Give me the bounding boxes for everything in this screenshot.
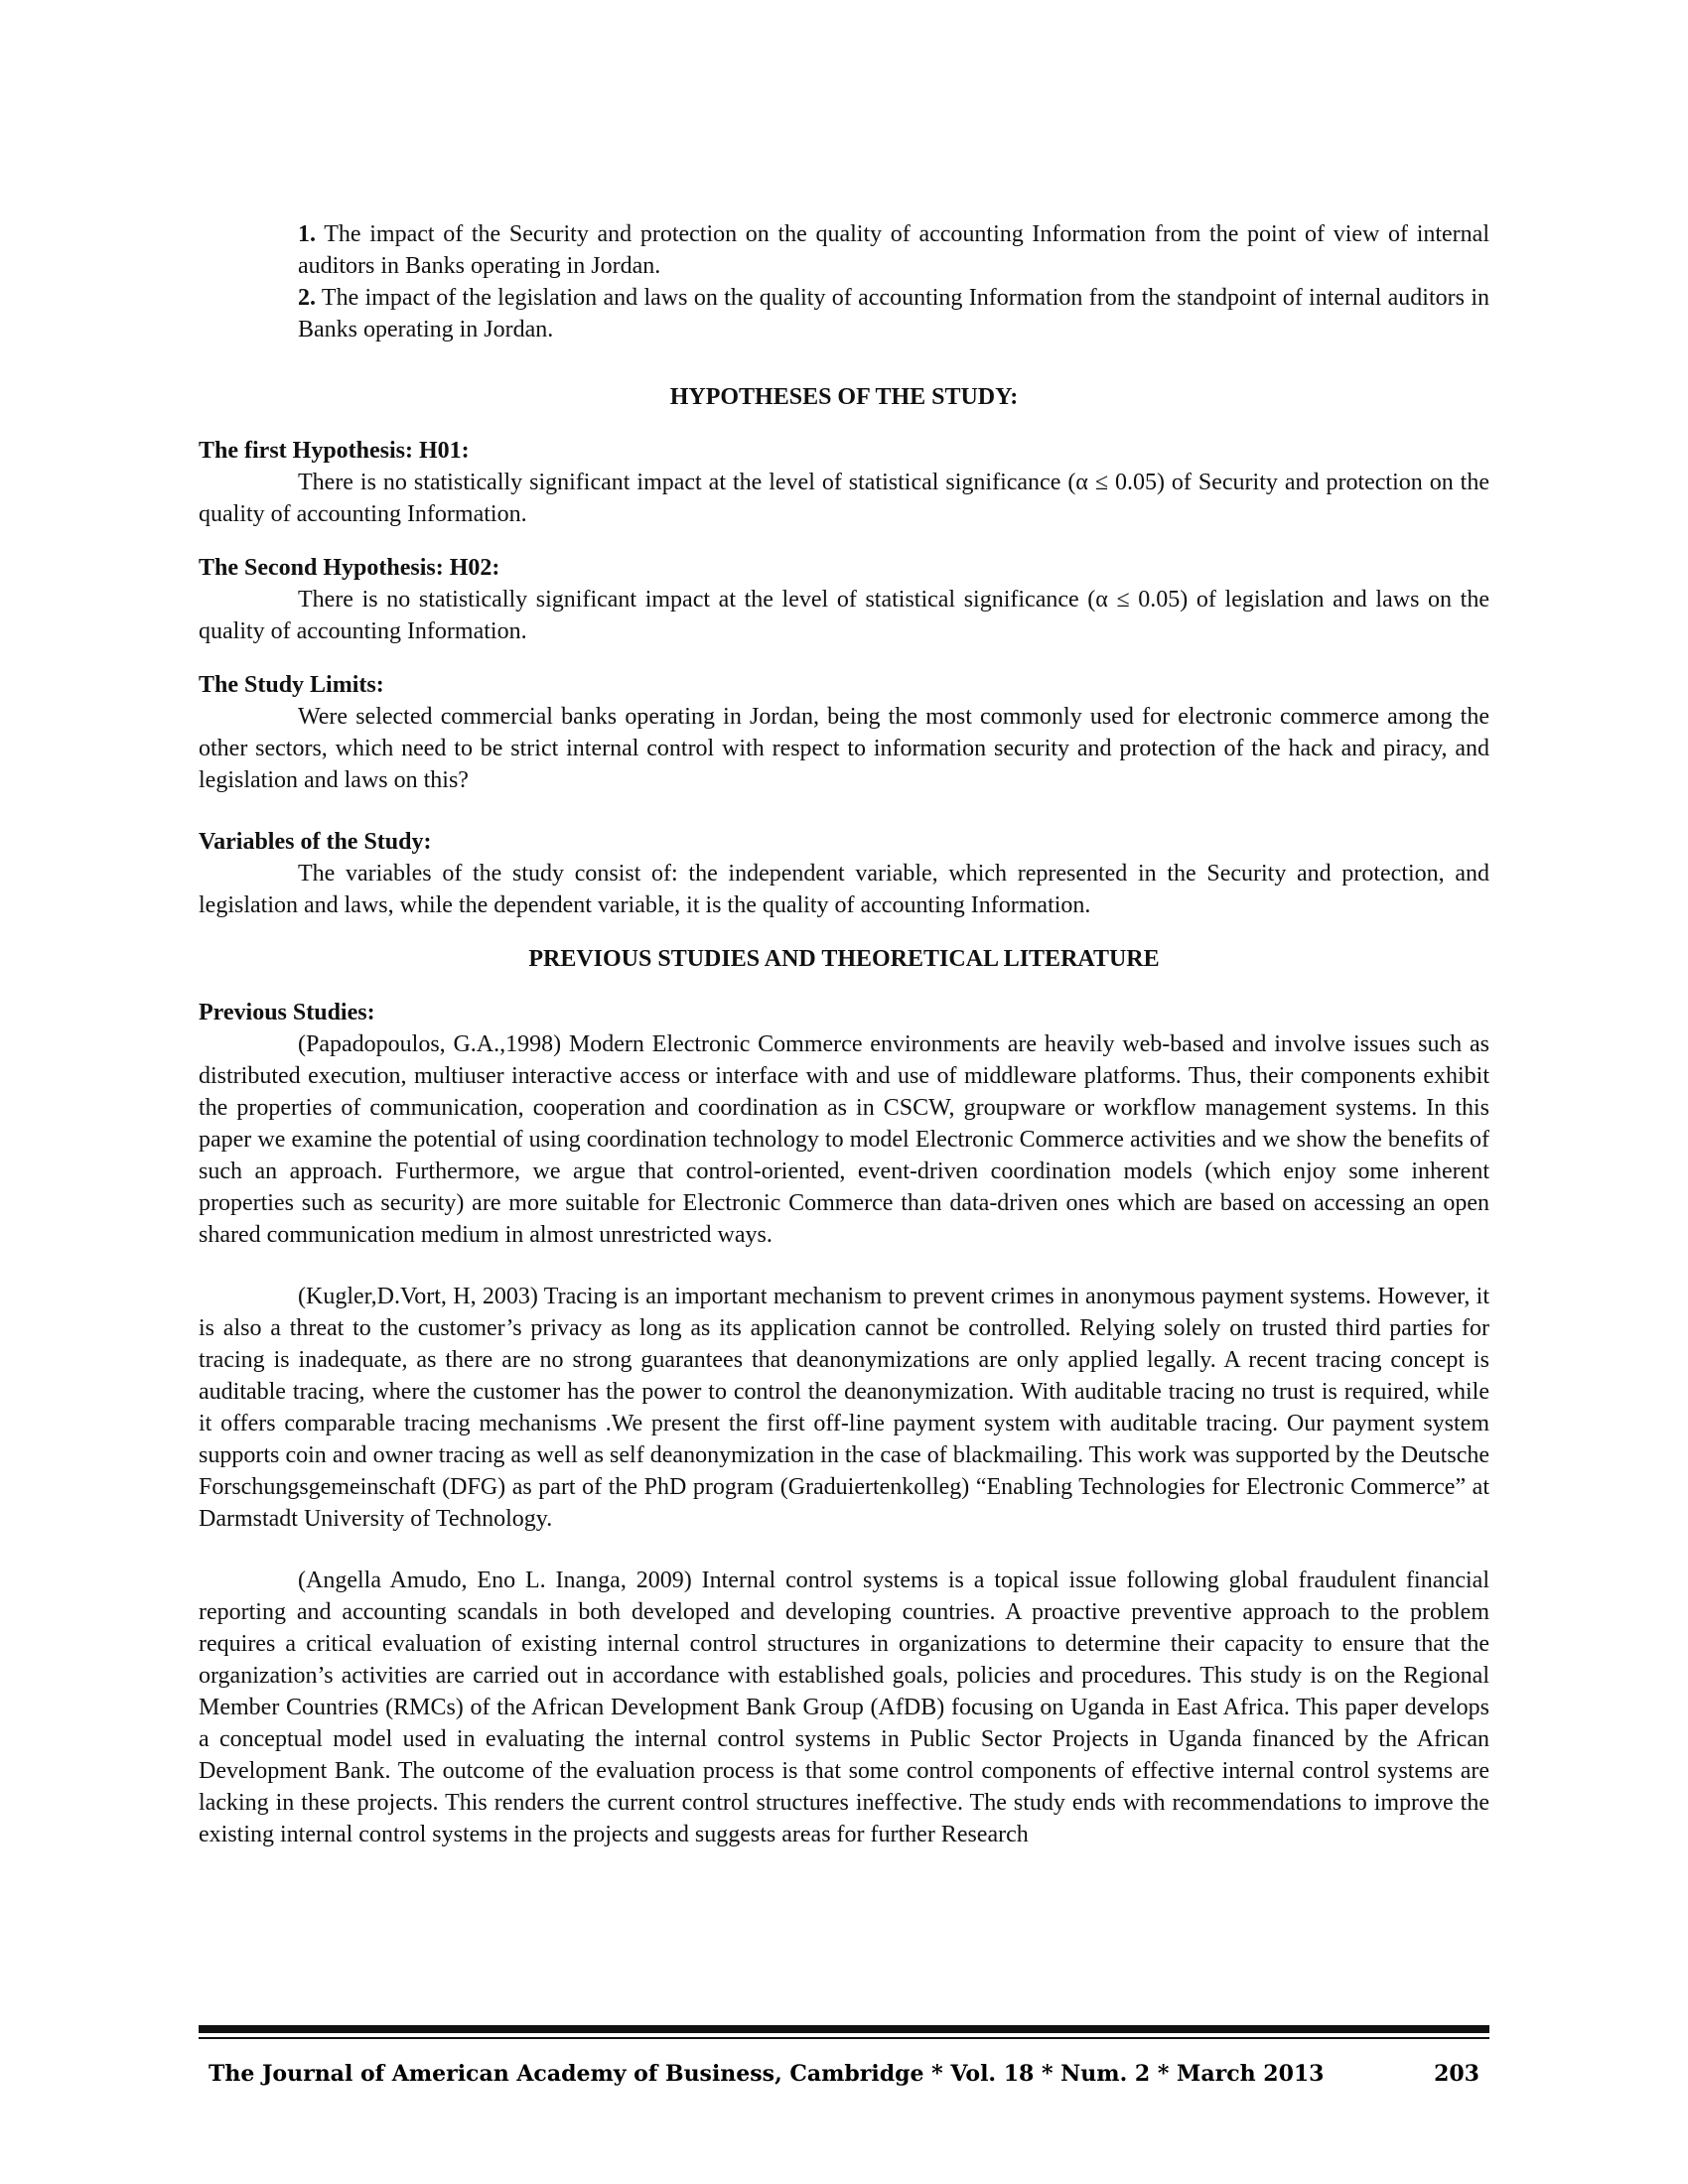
- variables-text: The variables of the study consist of: the independent variable, which represented in the Security and protection, and legislation and laws, while the dependent variable, it is the quality of accounting Information.: [199, 861, 1489, 918]
- hypotheses-heading: HYPOTHESES OF THE STUDY:: [669, 384, 1019, 410]
- limits-heading: The Study Limits:: [199, 672, 384, 698]
- list-item: [199, 282, 1489, 345]
- limits-text: Were selected commercial banks operating in Jordan, being the most commonly used for electronic commerce among the other sectors, which need to be strict internal control with respect to information security and protection of the hack and piracy, and legislation and laws on this?: [199, 704, 1489, 793]
- previous-studies-heading: PREVIOUS STUDIES AND THEORETICAL LITERATURE: [528, 946, 1160, 972]
- list-item-number: 2.: [298, 285, 316, 311]
- page-body: [199, 218, 1489, 1872]
- journal-citation: The Journal of American Academy of Business, Cambridge * Vol. 18 * Num. 2 * March 2013: [209, 2061, 1325, 2087]
- footer-rule-thin: [199, 2037, 1489, 2039]
- h02-heading: The Second Hypothesis: H02:: [199, 555, 500, 581]
- previous-studies: [199, 997, 1489, 1850]
- variables-heading: Variables of the Study:: [199, 829, 432, 855]
- h02-text: There is no statistically significant impact at the level of statistical significance (α ≤ 0.05) of legislation and laws on the quality of accounting Information.: [199, 587, 1489, 644]
- list-item-text: The impact of the Security and protection on the quality of accounting Information from the point of view of internal auditors in Banks operating in Jordan.: [298, 221, 1489, 279]
- study-paragraph: (Kugler,D.Vort, H, 2003) Tracing is an important mechanism to prevent crimes in anonymous payment systems. However, it is also a threat to the customer’s privacy as long as its application cannot be controlled. Relying solely on trusted third parties for tracing is inadequate, as there are no strong guarantees that deanonymizations are only applied legally. A recent tracing concept is auditable tracing, where the customer has the power to control the deanonymization. With auditable tracing no trust is required, while it offers comparable tracing mechanisms .We present the first off-line payment system with auditable tracing. Our payment system supports coin and owner tracing as well as self deanonymization in the case of blackmailing. This work was supported by the Deutsche Forschungsgemeinschaft (DFG) as part of the PhD program (Graduiertenkolleg) “Enabling Technologies for Electronic Commerce” at Darmstadt University of Technology.: [199, 1284, 1489, 1532]
- h01-text: There is no statistically significant impact at the level of statistical significance (α ≤ 0.05) of Security and protection on the quality of accounting Information.: [199, 470, 1489, 527]
- footer-text: [199, 2061, 1489, 2087]
- hypothesis-h02: [199, 552, 1489, 647]
- hypothesis-h01: [199, 435, 1489, 530]
- list-item: [199, 218, 1489, 282]
- study-limits: [199, 669, 1489, 796]
- page-number: 203: [1434, 2061, 1479, 2087]
- h01-heading: The first Hypothesis: H01:: [199, 438, 470, 464]
- page-footer: [199, 2025, 1489, 2087]
- objectives-list: [199, 218, 1489, 345]
- study-paragraph: (Angella Amudo, Eno L. Inanga, 2009) Internal control systems is a topical issue following global fraudulent financial reporting and accounting scandals in both developed and developing countries. A proactive preventive approach to the problem requires a critical evaluation of existing internal control structures in organizations to determine their capacity to ensure that the organization’s activities are carried out in accordance with established goals, policies and procedures. This study is on the Regional Member Countries (RMCs) of the African Development Bank Group (AfDB) focusing on Uganda in East Africa. This paper develops a conceptual model used in evaluating the internal control systems in Public Sector Projects in Uganda financed by the African Development Bank. The outcome of the evaluation process is that some control components of effective internal control systems are lacking in these projects. This renders the current control structures ineffective. The study ends with recommendations to improve the existing internal control systems in the projects and suggests areas for further Research: [199, 1568, 1489, 1847]
- study-variables: [199, 826, 1489, 921]
- list-item-text: The impact of the legislation and laws on the quality of accounting Information from the standpoint of internal auditors in Banks operating in Jordan.: [298, 285, 1489, 342]
- footer-rule-thick: [199, 2025, 1489, 2033]
- list-item-number: 1.: [298, 221, 316, 247]
- study-paragraph: (Papadopoulos, G.A.,1998) Modern Electronic Commerce environments are heavily web-based and involve issues such as distributed execution, multiuser interactive access or interface with and use of middleware platforms. Thus, their components exhibit the properties of communication, cooperation and coordination as in CSCW, groupware or workflow management systems. In this paper we examine the potential of using coordination technology to model Electronic Commerce activities and we show the benefits of such an approach. Furthermore, we argue that control-oriented, event-driven coordination models (which enjoy some inherent properties such as security) are more suitable for Electronic Commerce than data-driven ones which are based on accessing an open shared communication medium in almost unrestricted ways.: [199, 1031, 1489, 1248]
- previous-subheading: Previous Studies:: [199, 1000, 375, 1025]
